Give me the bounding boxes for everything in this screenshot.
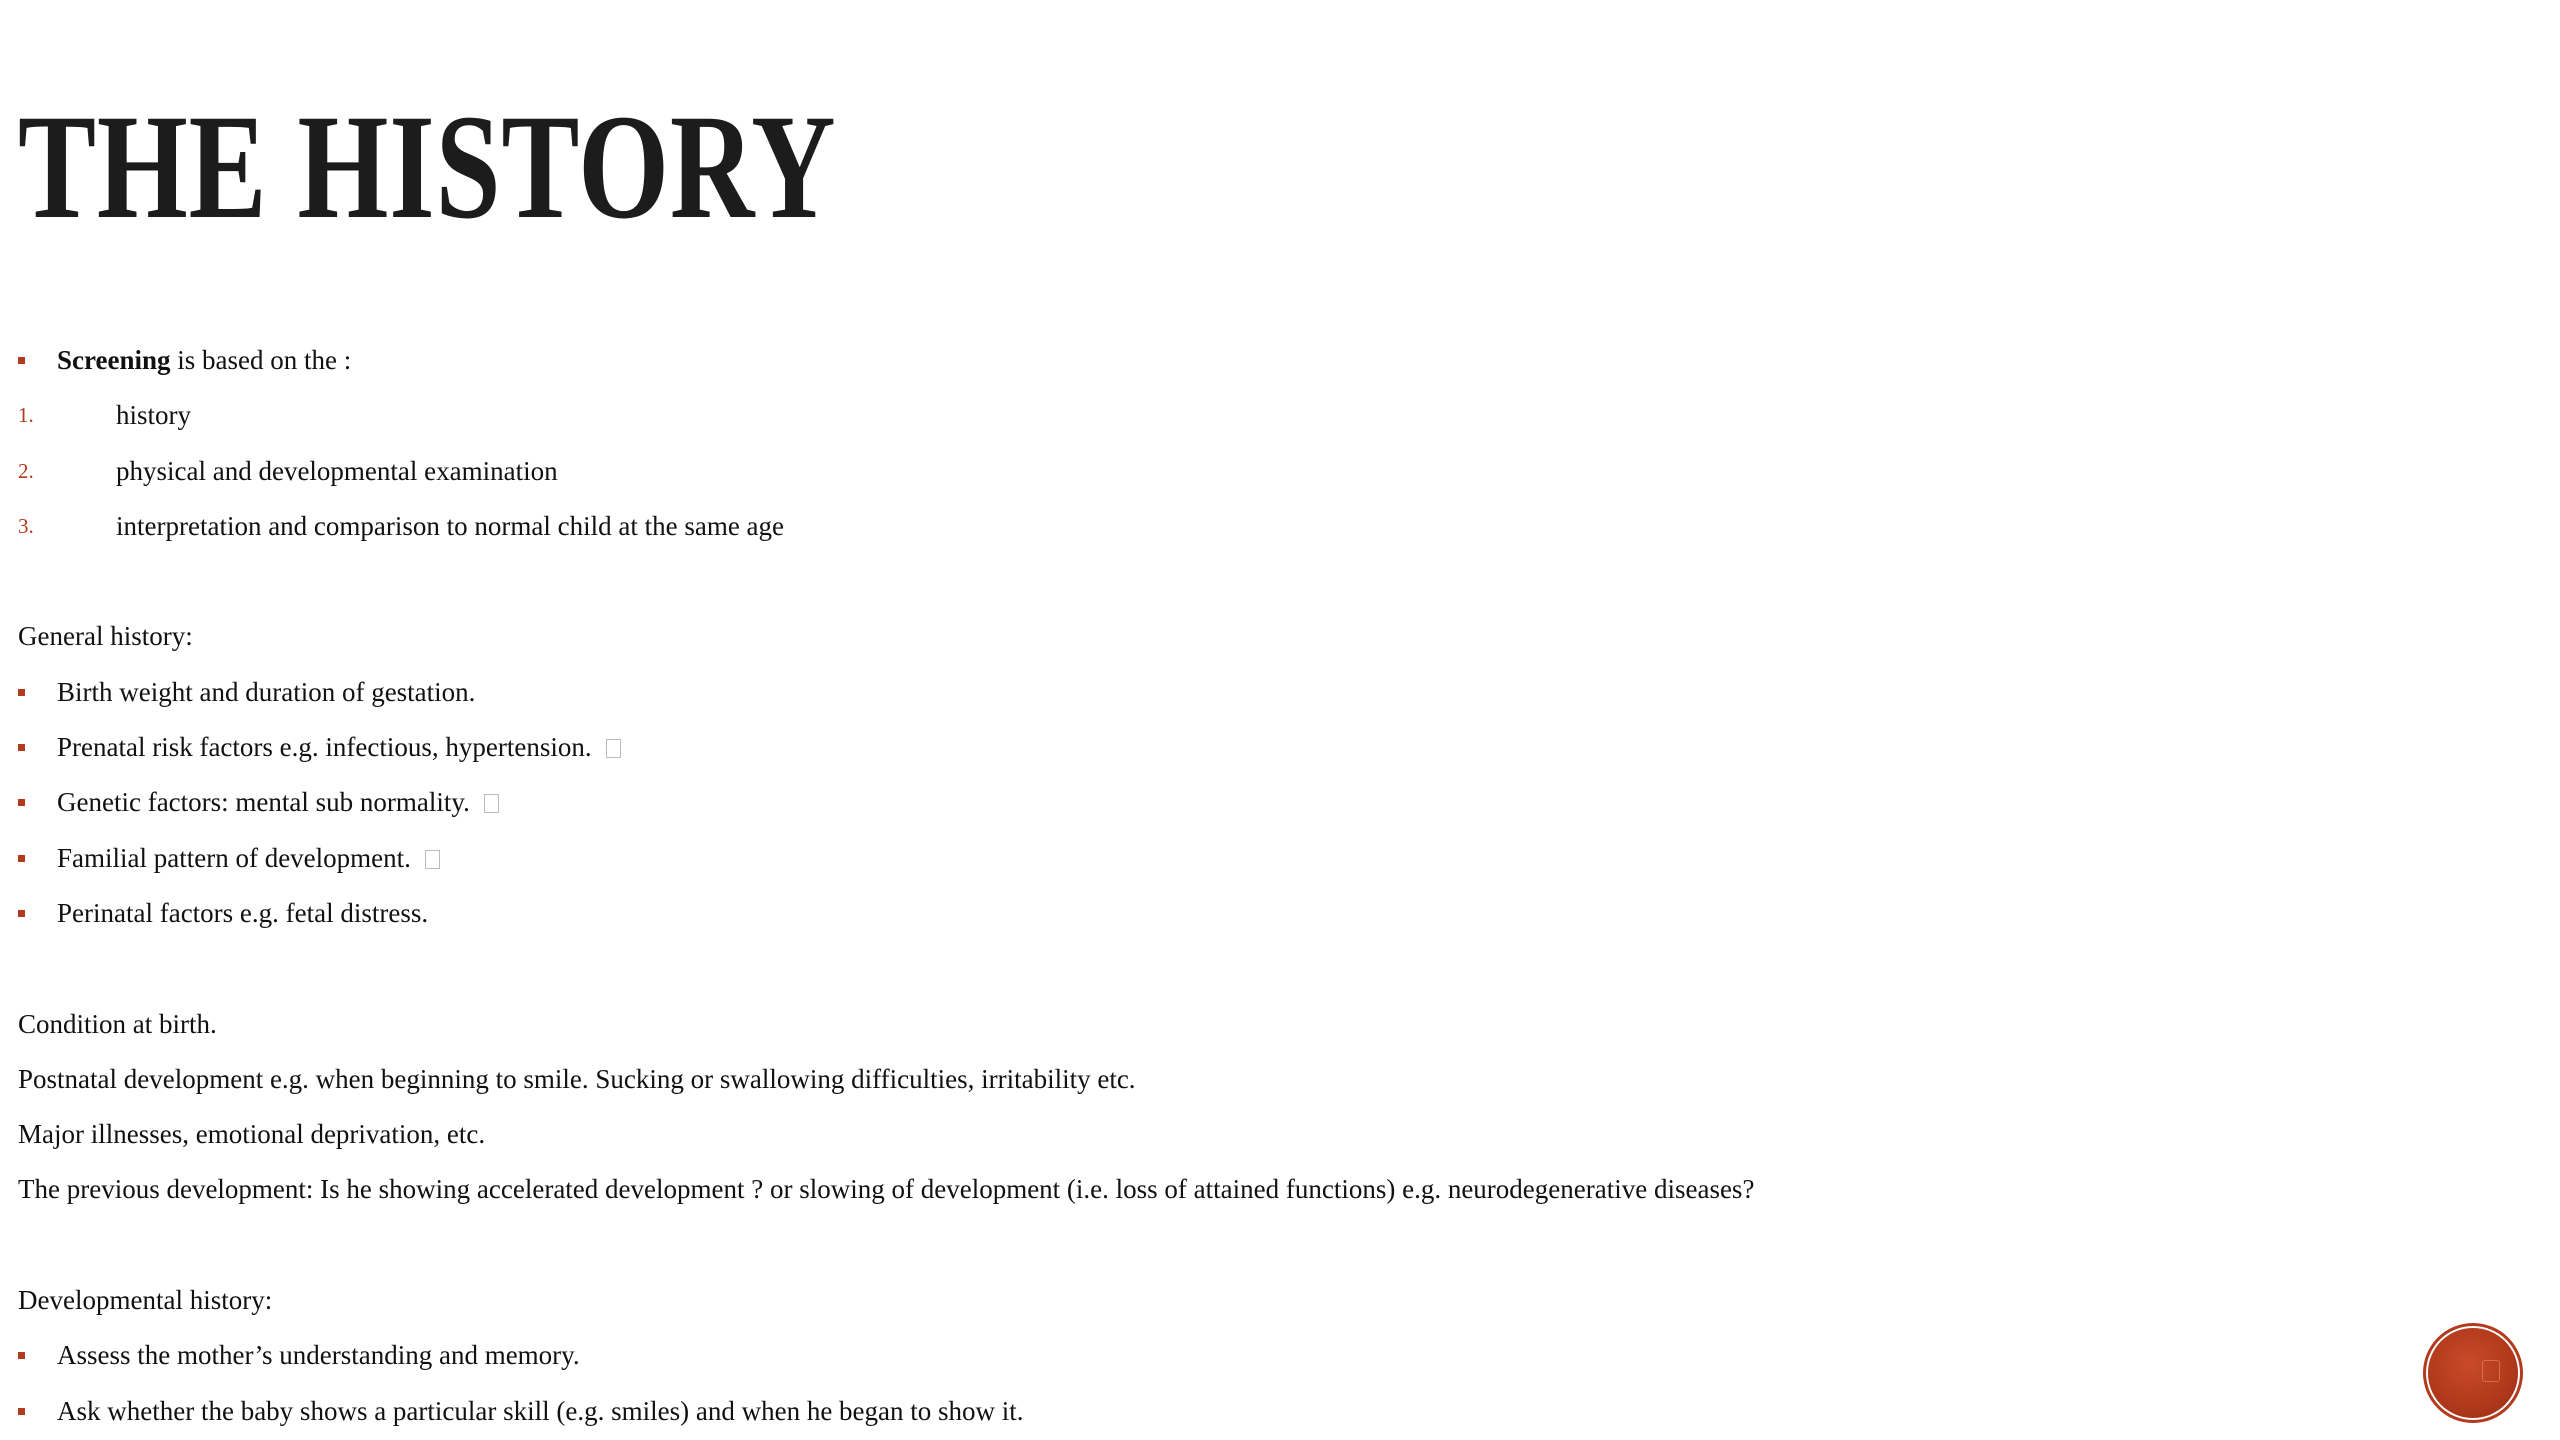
bullet-icon xyxy=(18,1352,25,1359)
bullet-item xyxy=(18,886,2518,941)
bullet-text: Perinatal factors e.g. fetal distress. xyxy=(57,897,429,928)
bullet-text: Assess the mother’s understanding and memory. xyxy=(57,1340,580,1371)
bullet-item xyxy=(18,775,2518,830)
bullet-icon xyxy=(18,689,25,696)
slide-nav-button[interactable] xyxy=(2428,1328,2518,1418)
bullet-text: Ask whether the baby shows a particular skill (e.g. smiles) and when he began to show it. xyxy=(57,1395,1024,1426)
missing-glyph-icon xyxy=(606,739,621,758)
circle-mark-icon xyxy=(2482,1360,2500,1382)
item-text: physical and developmental examination xyxy=(116,455,558,486)
numbered-item xyxy=(18,444,2518,499)
bullet-icon xyxy=(18,357,25,364)
paragraph-line: The previous development: Is he showing accelerated development ? or slowing of development (i.e. loss of attained functions) e.g. neurodegenerative diseases? xyxy=(18,1174,1755,1205)
bullet-item xyxy=(18,831,2518,886)
paragraph-line: Major illnesses, emotional deprivation, etc. xyxy=(18,1119,486,1150)
spacer xyxy=(18,1218,2518,1273)
bullet-icon xyxy=(18,799,25,806)
item-number: 1. xyxy=(18,403,34,428)
item-text: interpretation and comparison to normal child at the same age xyxy=(116,510,785,541)
bullet-icon xyxy=(18,744,25,751)
slide-body xyxy=(18,333,2518,1439)
missing-glyph-icon xyxy=(484,794,499,813)
bullet-text: Prenatal risk factors e.g. infectious, hypertension. xyxy=(57,732,592,763)
bullet-text: Birth weight and duration of gestation. xyxy=(57,676,476,707)
spacer xyxy=(18,554,2518,609)
item-number: 3. xyxy=(18,513,34,538)
paragraph-line: Postnatal development e.g. when beginning to smile. Sucking or swallowing difficulties, irritability etc. xyxy=(18,1063,1136,1094)
screening-bold: Screening xyxy=(57,345,171,375)
bullet-item xyxy=(18,665,2518,720)
general-history-heading: General history: xyxy=(18,621,193,652)
bullet-icon xyxy=(18,855,25,862)
bullet-item xyxy=(18,1384,2518,1439)
numbered-item xyxy=(18,499,2518,554)
missing-glyph-icon xyxy=(425,850,440,869)
bullet-text: Genetic factors: mental sub normality. xyxy=(57,787,470,818)
bullet-item xyxy=(18,720,2518,775)
item-number: 2. xyxy=(18,458,34,483)
screening-line xyxy=(18,333,2518,388)
slide-title: THE HISTORY xyxy=(18,84,837,250)
item-text: history xyxy=(116,400,192,431)
bullet-item xyxy=(18,1328,2518,1383)
numbered-item xyxy=(18,388,2518,443)
developmental-history-heading: Developmental history: xyxy=(18,1285,273,1316)
bullet-icon xyxy=(18,1408,25,1415)
paragraph-line: Condition at birth. xyxy=(18,1008,217,1039)
screening-rest: is based on the : xyxy=(170,345,352,375)
bullet-icon xyxy=(18,910,25,917)
spacer xyxy=(18,941,2518,996)
bullet-text: Familial pattern of development. xyxy=(57,842,411,873)
